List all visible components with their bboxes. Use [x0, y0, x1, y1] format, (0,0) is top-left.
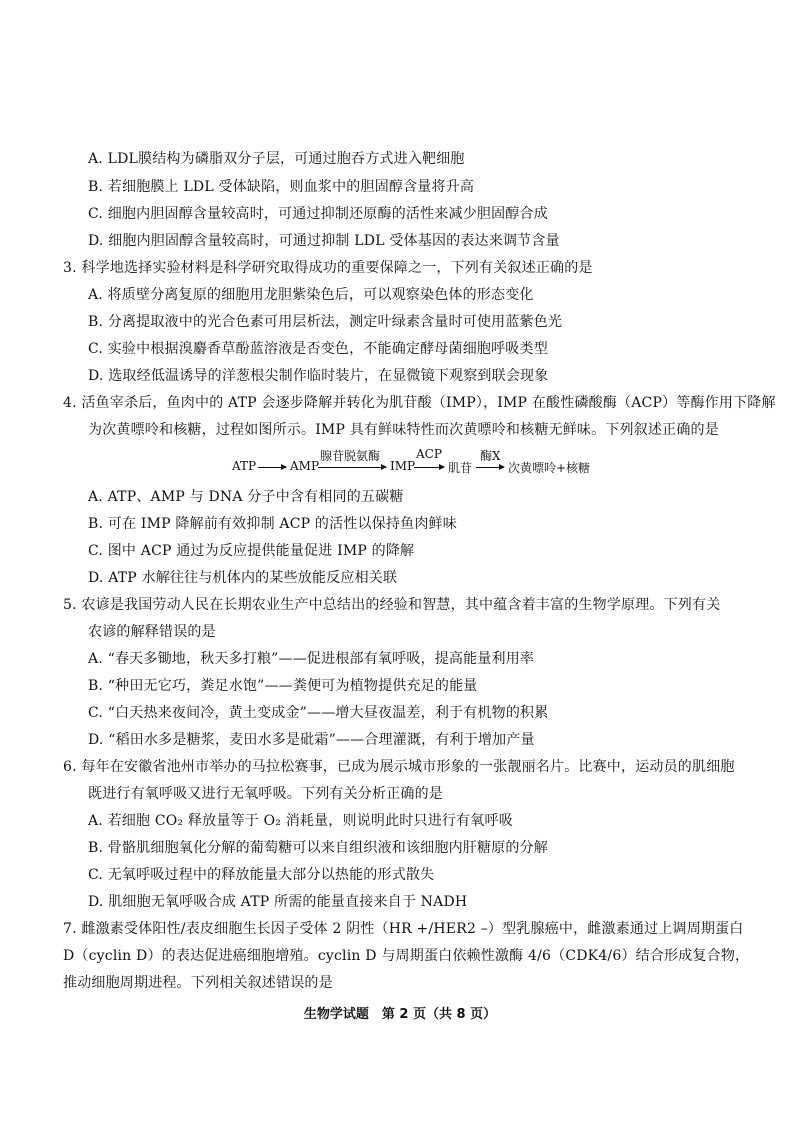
- text-line: 5. 农谚是我国劳动人民在长期农业生产中总结出的经验和智慧，其中蕴含着丰富的生物学原理。下列有关: [63, 597, 721, 613]
- text-line: D. 选取经低温诱导的洋葱根尖制作临时装片，在显微镜下观察到联会现象: [88, 368, 549, 384]
- text-line: A. 若细胞 CO₂ 释放量等于 O₂ 消耗量，则说明此时只进行有氧呼吸: [88, 813, 513, 829]
- text-line: D. 细胞内胆固醇含量较高时，可通过抑制 LDL 受体基因的表达来调节含量: [88, 233, 560, 249]
- text-line: 4. 活鱼宰杀后，鱼肉中的 ATP 会逐步降解并转化为肌苷酸（IMP），IMP 在酸性磷酸酶（ACP）等酶作用下降解: [63, 395, 776, 411]
- pathway-products: 次黄嘌呤+核糖: [508, 461, 591, 475]
- pathway-enzyme-1: 腺苷脱氨酶: [320, 449, 381, 463]
- text-line: C. 细胞内胆固醇含量较高时，可通过抑制还原酶的活性来减少胆固醇合成: [88, 206, 548, 222]
- page-footer: 生物学试题 第 2 页（共 8 页）: [303, 1007, 497, 1022]
- text-line: A. 将质壁分离复原的细胞用龙胆紫染色后，可以观察染色体的形态变化: [88, 287, 534, 303]
- text-line: B. “种田无它巧，粪足水饱”——粪便可为植物提供充足的能量: [88, 678, 478, 694]
- text-line: D. 肌细胞无氧呼吸合成 ATP 所需的能量直接来自于 NADH: [88, 894, 468, 910]
- text-line: 3. 科学地选择实验材料是科学研究取得成功的重要保障之一，下列有关叙述正确的是: [63, 260, 593, 276]
- text-line: A. LDL膜结构为磷脂双分子层，可通过胞吞方式进入靶细胞: [88, 151, 465, 167]
- text-line: B. 骨骼肌细胞氧化分解的葡萄糖可以来自组织液和该细胞内肝糖原的分解: [88, 840, 548, 856]
- arrow-imp-inosine: [414, 467, 444, 468]
- text-line: 6. 每年在安徽省池州市举办的马拉松赛事，已成为展示城市形象的一张靓丽名片。比赛中，运动员的肌细胞: [63, 759, 735, 775]
- pathway-imp: IMP: [390, 459, 416, 473]
- text-line: A. ATP、AMP 与 DNA 分子中含有相同的五碳糖: [88, 489, 404, 505]
- text-line: C. 无氧呼吸过程中的释放能量大部分以热能的形式散失: [88, 867, 435, 883]
- pathway-enzyme-3: 酶X: [480, 449, 501, 463]
- atp-degradation-pathway-diagram: [232, 447, 592, 479]
- text-line: C. 图中 ACP 通过为反应提供能量促进 IMP 的降解: [88, 543, 415, 559]
- text-line: 7. 雌激素受体阳性/表皮细胞生长因子受体 2 阴性（HR +/HER2 –）型乳腺癌中，雌激素通过上调周期蛋白: [63, 921, 744, 937]
- text-line: D. ATP 水解往往与机体内的某些放能反应相关联: [88, 570, 398, 586]
- text-line: 既进行有氧呼吸又进行无氧呼吸。下列有关分析正确的是: [88, 786, 443, 802]
- arrow-inosine-products: [476, 467, 504, 468]
- arrow-amp-imp: [318, 467, 386, 468]
- text-line: 为次黄嘌呤和核糖，过程如图所示。IMP 具有鲜味特性而次黄嘌呤和核糖无鲜味。下列叙述正确的是: [88, 422, 719, 438]
- text-line: A. “春天多锄地，秋天多打粮”——促进根部有氧呼吸，提高能量利用率: [88, 651, 535, 667]
- text-line: D（cyclin D）的表达促进癌细胞增殖。cyclin D 与周期蛋白依赖性激酶 4/6（CDK4/6）结合形成复合物，: [63, 948, 750, 964]
- text-line: 推动细胞周期进程。下列相关叙述错误的是: [63, 975, 333, 991]
- text-line: B. 可在 IMP 降解前有效抑制 ACP 的活性以保持鱼肉鲜味: [88, 516, 457, 532]
- text-line: C. “白天热来夜间冷，黄土变成金”——增大昼夜温差，利于有机物的积累: [88, 705, 549, 721]
- text-line: B. 若细胞膜上 LDL 受体缺陷，则血浆中的胆固醇含量将升高: [88, 179, 475, 195]
- arrow-atp-amp: [258, 467, 286, 468]
- text-line: B. 分离提取液中的光合色素可用层析法，测定叶绿素含量时可使用蓝紫色光: [88, 314, 563, 330]
- pathway-inosine: 肌苷: [448, 461, 473, 475]
- text-line: 农谚的解释错误的是: [88, 624, 216, 640]
- pathway-atp: ATP: [232, 459, 257, 473]
- pathway-amp: AMP: [290, 459, 320, 473]
- text-line: C. 实验中根据溴麝香草酚蓝溶液是否变色，不能确定酵母菌细胞呼吸类型: [88, 341, 548, 357]
- pathway-enzyme-2: ACP: [416, 447, 442, 461]
- text-line: D. “稻田水多是糖浆，麦田水多是砒霜”——合理灌溉，有利于增加产量: [88, 732, 535, 748]
